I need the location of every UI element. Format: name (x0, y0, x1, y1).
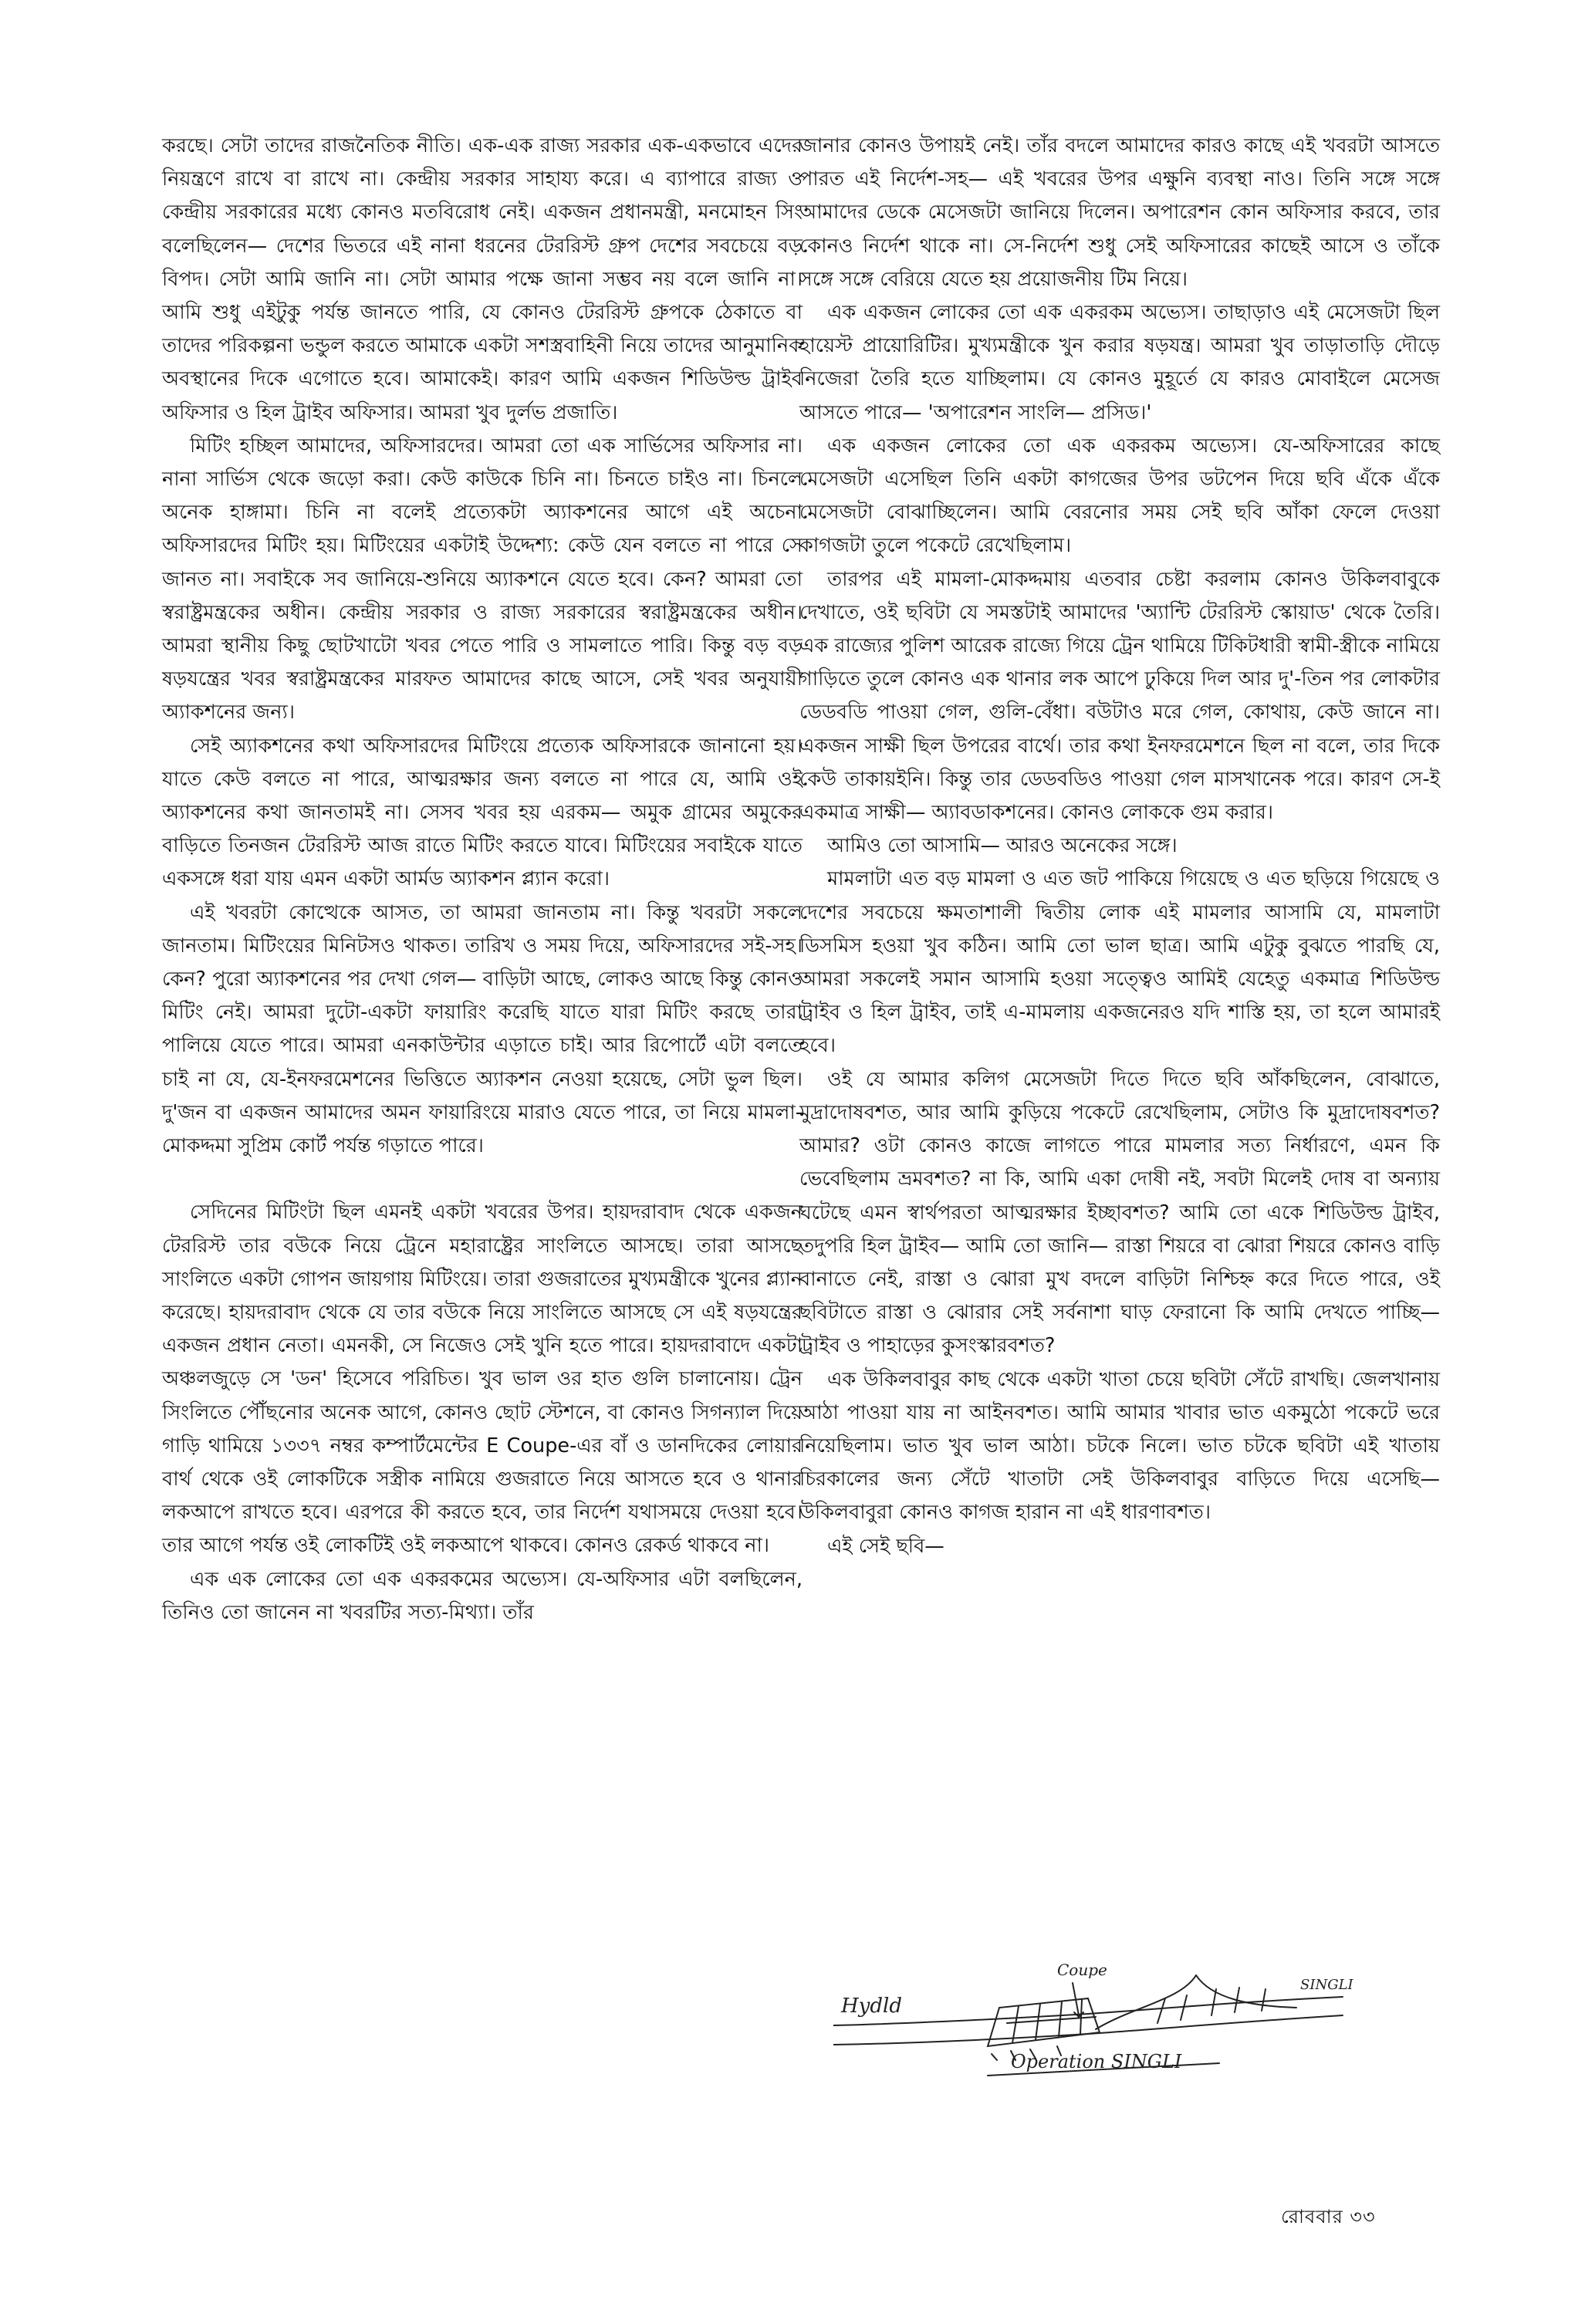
paragraph: মামলাটা এত বড় মামলা ও এত জট পাকিয়ে গিয়েছে ও এত ছড়িয়ে গিয়েছে ও দেশের সবচেয়ে ক্ষমতাশালী দ্বিতীয় লোক এই মামলার আসামি যে, মামলাটা ডিসমিস হওয়া খুব কঠিন। আমি তো ভাল ছাত্র। আমি এটুকু বুঝতে পারছি যে, আমরা সকলেই সমান আসামি হওয়া সত্ত্বেও আমিই যেহেতু একমাত্র শিডিউল্ড ট্রাইব ও হিল ট্রাইব, তাই এ-মামলায় একজনেরও যদি শাস্তি হয়, তা হলে আমারই হবে। (799, 867, 1440, 1058)
paragraph: সেই অ্যাকশনের কথা অফিসারদের মিটিংয়ে প্রত্যেক অফিসারকে জানানো হয়। যাতে কেউ বলতে না পারে, আত্মরক্ষার জন্য বলতে না পারে যে, আমি ওই অ্যাকশনের কথা জানতামই না। সেসব খবর হয় এরকম— অমুক গ্রামের অমুকের বাড়িতে তিনজন টেররিস্ট আজ রাতে মিটিং করতে যাবে। মিটিংয়ের সবাইকে যাতে একসঙ্গে ধরা যায় এমন একটা আর্মড অ্যাকশন প্ল্যান করো। (162, 734, 803, 891)
sketch-label-left: Hydld (841, 1995, 902, 2018)
left-column (162, 130, 803, 1630)
sketch-label-coupe: Coupe (1057, 1961, 1107, 1979)
sketch-label-bottom: Operation SINGLI (1011, 2051, 1182, 2072)
paragraph: মিটিং হচ্ছিল আমাদের, অফিসারদের। আমরা তো এক সার্ভিসের অফিসার না। নানা সার্ভিস থেকে জড়ো করা। কেউ কাউকে চিনি না। চিনতে চাইও না। চিনলে অনেক হাঙ্গামা। চিনি না বলেই প্রত্যেকটা অ্যাকশনের আগে এই অচেনা অফিসারদের মিটিং হয়। মিটিংয়ের একটাই উদ্দেশ্য: কেউ যেন বলতে না পারে সে জানত না। সবাইকে সব জানিয়ে-শুনিয়ে অ্যাকশনে যেতে হবে। কেন? আমরা তো স্বরাষ্ট্রমন্ত্রকের অধীন। কেন্দ্রীয় সরকার ও রাজ্য সরকারের স্বরাষ্ট্রমন্ত্রকের অধীন। আমরা স্থানীয় কিছু ছোটখাটো খবর পেতে পারি ও সামলাতে পারি। কিন্তু বড় বড় ষড়যন্ত্রের খবর স্বরাষ্ট্রমন্ত্রকের মারফত আমাদের কাছে আসে, সেই খবর অনুযায়ী অ্যাকশনের জন্য। (162, 434, 803, 725)
paragraph: আমিও তো আসামি— আরও অনেকের সঙ্গে। (827, 834, 1178, 858)
paragraph: সেদিনের মিটিংটা ছিল এমনই একটা খবরের উপর। হায়দরাবাদ থেকে একজন টেররিস্ট তার বউকে নিয়ে ট্রেনে মহারাষ্ট্রের সাংলিতে আসছে। তারা আসছে সাংলিতে একটা গোপন জায়গায় মিটিংয়ে। তারা গুজরাতের মুখ্যমন্ত্রীকে খুনের প্ল্যান করেছে। হায়দরাবাদ থেকে যে তার বউকে নিয়ে সাংলিতে আসছে সে এই ষড়যন্ত্রের একজন প্রধান নেতা। এমনকী, সে নিজেও সেই খুনি হতে পারে। হায়দরাবাদে একটা অঞ্চলজুড়ে সে 'ডন' হিসেবে পরিচিত। খুব ভাল ওর হাত গুলি চালানোয়। ট্রেন সিংলিতে পৌঁছনোর অনেক আগে, কোনও ছোট স্টেশনে, বা কোনও সিগন্যাল দিয়ে গাড়ি থামিয়ে ১৩৩৭ নম্বর কম্পার্টমেন্টের E Coupe-এর বাঁ ও ডানদিকের লোয়ার বার্থ থেকে ওই লোকটিকে সস্ত্রীক নামিয়ে গুজরাতে নিয়ে আসতে হবে ও থানার লকআপে রাখতে হবে। এরপরে কী করতে হবে, তার নির্দেশ যথাসময়ে দেওয়া হবে। তার আগে পর্যন্ত ওই লোকটিই ওই লকআপে থাকবে। কোনও রেকর্ড থাকবে না। (162, 1201, 803, 1558)
paragraph: জানার কোনও উপায়ই নেই। তাঁর বদলে আমাদের কারও কাছে এই খবরটা আসতে পারত এই নির্দেশ-সহ— এই খবরের উপর এক্ষুনি ব্যবস্থা নাও। তিনি সঙ্গে সঙ্গে আমাদের ডেকে মেসেজটা জানিয়ে দিলেন। অপারেশন কোন অফিসার করবে, তার কোনও নির্দেশ থাকে না। সে-নির্দেশ শুধু সেই অফিসারের কাছেই আসে ও তাঁকে সঙ্গে সঙ্গে বেরিয়ে যেতে হয় প্রয়োজনীয় টিম নিয়ে। (799, 134, 1440, 291)
paragraph: এক এক লোকের তো এক একরকমের অভ্যেস। যে-অফিসার এটা বলছিলেন, তিনিও তো জানেন না খবরটির সত্য-মিথ্যা। তাঁর (162, 1567, 803, 1624)
paragraph: এক একজন লোকের তো এক একরকম অভ্যেস। যে-অফিসারের কাছে মেসেজটা এসেছিল তিনি একটা কাগজের উপর ডটপেন দিয়ে ছবি এঁকে এঁকে মেসেজটা বোঝাচ্ছিলেন। আমি বেরনোর সময় সেই ছবি আঁকা ফেলে দেওয়া কাগজটা তুলে পকেটে রেখেছিলাম। (799, 434, 1440, 558)
track-line (833, 2015, 1343, 2045)
paragraph: তারপর এই মামলা-মোকদ্দমায় এতবার চেষ্টা করলাম কোনও উকিলবাবুকে দেখাতে, ওই ছবিটা যে সমস্তটাই আমাদের 'অ্যান্টি টেররিস্ট স্কোয়াড' থেকে তৈরি। এক রাজ্যের পুলিশ আরেক রাজ্যে গিয়ে ট্রেন থামিয়ে টিকিটধারী স্বামী-স্ত্রীকে নামিয়ে গাড়িতে তুলে কোনও এক থানার লক আপে ঢুকিয়ে দিল আর দু'-তিন পর লোকটার ডেডবডি পাওয়া গেল, গুলি-বেঁধা। বউটাও মরে গেল, কোথায়, কেউ জানে না। একজন সাক্ষী ছিল উপরের বার্থে। তার কথা ইনফরমেশনে ছিল না বলে, তার দিকে কেউ তাকায়ইনি। কিন্তু তার ডেডবডিও পাওয়া গেল মাসখানেক পরে। কারণ সে-ই একমাত্র সাক্ষী— অ্যাবডাকশনের। কোনও লোককে গুম করার। (799, 567, 1440, 825)
paragraph: এই খবরটা কোত্থেকে আসত, তা আমরা জানতাম না। কিন্তু খবরটা সকলে জানতাম। মিটিংয়ের মিনিটসও থাকত। তারিখ ও সময় দিয়ে, অফিসারদের সই-সহ। কেন? পুরো অ্যাকশনের পর দেখা গেল— বাড়িটা আছে, লোকও আছে কিন্তু কোনও মিটিং নেই। আমরা দুটো-একটা ফায়ারিং করেছি যাতে যারা মিটিং করছে তারা পালিয়ে যেতে পারে। আমরা এনকাউন্টার এড়াতে চাই। আর রিপোর্টে এটা বলতে চাই না যে, যে-ইনফরমেশনের ভিত্তিতে অ্যাকশন নেওয়া হয়েছে, সেটা ভুল ছিল। দু'জন বা একজন আমাদের অমন ফায়ারিংয়ে মারাও যেতে পারে, তা নিয়ে মামলা-মোকদ্দমা সুপ্রিম কোর্ট পর্যন্ত গড়াতে পারে। (162, 900, 803, 1158)
sketch-label-right: SINGLI (1300, 1977, 1353, 1993)
page-footer: রোববার ৩৩ (1281, 2206, 1376, 2228)
paragraph: এক উকিলবাবুর কাছ থেকে একটা খাতা চেয়ে ছবিটা সেঁটে রাখছি। জেলখানায় আঠা পাওয়া যায় না আইনবশত। আমি আমার খাবার ভাত একমুঠো পকেটে ভরে নিয়েছিলাম। ভাত খুব ভাল আঠা। চটকে নিলে। ভাত চটকে ছবিটা এই খাতায় চিরকালের জন্য সেঁটে খাতাটা সেই উকিলবাবুর বাড়িতে দিয়ে এসেছি— উকিলবাবুরা কোনও কাগজ হারান না এই ধারণাবশত। (799, 1367, 1440, 1525)
paragraph: এই সেই ছবি— (827, 1534, 944, 1558)
right-column (799, 130, 1440, 1563)
hand-drawn-sketch (833, 1952, 1374, 2083)
paragraph: এক একজন লোকের তো এক একরকম অভ্যেস। তাছাড়াও এই মেসেজটা ছিল হায়েস্ট প্রায়োরিটির। মুখ্যমন্ত্রীকে খুন করার ষড়যন্ত্র। আমরা খুব তাড়াতাড়ি দৌড়ে নিজেরা তৈরি হতে যাচ্ছিলাম। যে কোনও মুহূর্তে যে কারও মোবাইলে মেসেজ আসতে পারে— 'অপারেশন সাংলি— প্রসিড।' (799, 301, 1440, 424)
paragraph: ওই যে আমার কলিগ মেসেজটা দিতে দিতে ছবি আঁকছিলেন, বোঝাতে, মুদ্রাদোষবশত, আর আমি কুড়িয়ে পকেটে রেখেছিলাম, সেটাও কি মুদ্রাদোষবশত? আমার? ওটা কোনও কাজে লাগতে পারে মামলার সত্য নির্ধারণে, এমন কি ভেবেছিলাম ভ্রমবশত? না কি, আমি একা দোষী নই, সবটা মিলেই দোষ বা অন্যায় ঘটেছে এমন স্বার্থপরতা আত্মরক্ষার ইচ্ছাবশত? আমি তো একে শিডিউল্ড ট্রাইব, তদুপরি হিল ট্রাইব— আমি তো জানি— রাস্তা শিয়রে বা ঝোরা শিয়রে কোনও বাড়ি বানাতে নেই, রাস্তা ও ঝোরা মুখ বদলে বাড়িটা নিশ্চিহ্ন করে দিতে পারে, ওই ছবিটাতে রাস্তা ও ঝোরার সেই সর্বনাশা ঘাড় ফেরানো কি আমি দেখতে পাচ্ছি— ট্রাইব ও পাহাড়ের কুসংস্কারবশত? (799, 1067, 1440, 1358)
paragraph: করছে। সেটা তাদের রাজনৈতিক নীতি। এক-এক রাজ্য সরকার এক-একভাবে এদের নিয়ন্ত্রণে রাখে বা রাখে না। কেন্দ্রীয় সরকার সাহায্য করে। এ ব্যাপারে রাজ্য ও কেন্দ্রীয় সরকারের মধ্যে কোনও মতবিরোধ নেই। একজন প্রধানমন্ত্রী, মনমোহন সিং বলেছিলেন— দেশের ভিতরে এই নানা ধরনের টেররিস্ট গ্রুপ দেশের সবচেয়ে বড় বিপদ। সেটা আমি জানি না। সেটা আমার পক্ষে জানা সম্ভব নয় বলে জানি না। আমি শুধু এইটুকু পর্যন্ত জানতে পারি, যে কোনও টেররিস্ট গ্রুপকে ঠেকাতে বা তাদের পরিকল্পনা ভন্ডুল করতে আমাকে একটা সশস্ত্রবাহিনী নিয়ে তাদের আনুমানিক অবস্থানের দিকে এগোতে হবে। আমাকেই। কারণ আমি একজন শিডিউল্ড ট্রাইব অফিসার ও হিল ট্রাইব অফিসার। আমরা খুব দুর্লভ প্রজাতি। (162, 134, 803, 424)
